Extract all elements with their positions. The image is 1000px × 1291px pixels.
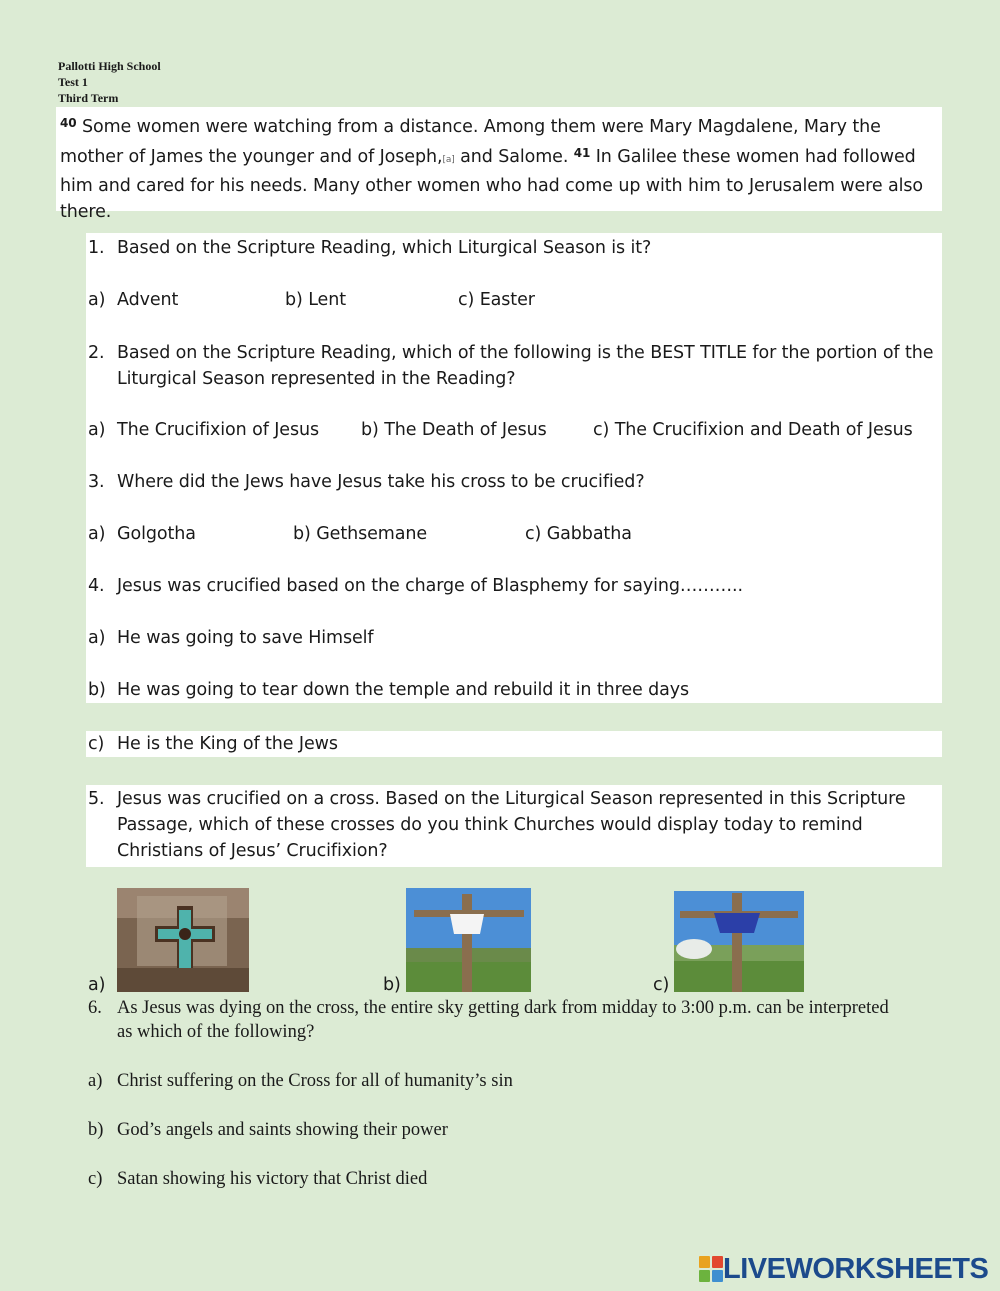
scripture-passage — [58, 108, 942, 225]
q5-image-b-label: b) — [383, 975, 401, 995]
q3-number: 3. — [88, 472, 105, 492]
q5-text-line3: Christians of Jesus’ Crucifixion? — [117, 841, 388, 861]
q4-option-a-letter: a) — [88, 628, 106, 648]
school-name: Pallotti High School — [58, 59, 161, 73]
cross-image-a[interactable] — [117, 888, 249, 992]
q1-number: 1. — [88, 238, 105, 258]
q6-number: 6. — [88, 998, 102, 1018]
q3-text: Where did the Jews have Jesus take his cross to be crucified? — [117, 472, 645, 492]
q1-option-a-letter: a) — [88, 290, 106, 310]
q3-option-a[interactable]: Golgotha — [117, 524, 196, 544]
q4-number: 4. — [88, 576, 105, 596]
q6-option-b[interactable]: God’s angels and saints showing their power — [117, 1120, 448, 1140]
q2-text-line1: Based on the Scripture Reading, which of the following is the BEST TITLE for the portion of the — [117, 343, 934, 363]
white-draped-cross-photo — [406, 888, 531, 992]
q1-option-c[interactable]: c) Easter — [458, 290, 535, 310]
term-label: Third Term — [58, 91, 119, 105]
q5-image-a-label: a) — [88, 975, 106, 995]
q1-option-b[interactable]: b) Lent — [285, 290, 346, 310]
q5-number: 5. — [88, 789, 105, 809]
q6-option-a-letter: a) — [88, 1071, 103, 1091]
q3-option-b[interactable]: b) Gethsemane — [293, 524, 427, 544]
q6-option-a[interactable]: Christ suffering on the Cross for all of humanity’s sin — [117, 1071, 513, 1091]
q3-option-c[interactable]: c) Gabbatha — [525, 524, 632, 544]
liveworksheets-logo-icon — [699, 1256, 723, 1282]
turquoise-cross-photo — [117, 888, 249, 992]
passage-text-1: Some women were watching from a distance. Among them were Mary Magdalene, Mary the mother of James the younger and of Joseph, — [60, 117, 881, 167]
q1-text: Based on the Scripture Reading, which Liturgical Season is it? — [117, 238, 652, 258]
q2-option-a[interactable]: The Crucifixion of Jesus — [117, 420, 319, 440]
q5-image-c-label: c) — [653, 975, 670, 995]
q5-text-line1: Jesus was crucified on a cross. Based on the Liturgical Season represented in this Scripture — [117, 789, 906, 809]
q5-text-line2: Passage, which of these crosses do you think Churches would display today to remind — [117, 815, 863, 835]
verse-number-41: 41 — [573, 146, 591, 160]
footnote-mark: [a] — [442, 155, 455, 165]
cross-image-b[interactable] — [406, 888, 531, 992]
q3-option-a-letter: a) — [88, 524, 106, 544]
q2-number: 2. — [88, 343, 105, 363]
q6-option-b-letter: b) — [88, 1120, 104, 1140]
q4-option-b[interactable]: He was going to tear down the temple and rebuild it in three days — [117, 680, 690, 700]
q4-option-c-letter: c) — [88, 734, 105, 754]
q2-text-line2: Liturgical Season represented in the Reading? — [117, 369, 516, 389]
purple-draped-cross-photo — [674, 891, 804, 992]
test-label: Test 1 — [58, 75, 88, 89]
cross-image-c[interactable] — [674, 891, 804, 992]
q1-option-a[interactable]: Advent — [117, 290, 179, 310]
verse-number-40: 40 — [60, 116, 77, 130]
passage-text-3: In Galilee these women had followed him and cared for his needs. Many other women who had come up with him to Jerusalem were also there. — [60, 147, 924, 222]
q4-text: Jesus was crucified based on the charge of Blasphemy for saying……….. — [117, 576, 743, 596]
liveworksheets-logo-text: LIVEWORKSHEETS — [723, 1253, 989, 1285]
q2-option-c[interactable]: c) The Crucifixion and Death of Jesus — [593, 420, 913, 440]
q4-option-c[interactable]: He is the King of the Jews — [117, 734, 338, 754]
q2-option-b[interactable]: b) The Death of Jesus — [361, 420, 547, 440]
q6-text-line1: As Jesus was dying on the cross, the entire sky getting dark from midday to 3:00 p.m. can be interpreted — [117, 998, 889, 1018]
q4-option-a[interactable]: He was going to save Himself — [117, 628, 374, 648]
q6-option-c[interactable]: Satan showing his victory that Christ died — [117, 1169, 428, 1189]
passage-text-2: and Salome. — [454, 147, 574, 167]
q2-option-a-letter: a) — [88, 420, 106, 440]
q6-text-line2: as which of the following? — [117, 1022, 315, 1042]
q4-option-b-letter: b) — [88, 680, 106, 700]
q6-option-c-letter: c) — [88, 1169, 103, 1189]
liveworksheets-logo[interactable] — [699, 1252, 988, 1286]
